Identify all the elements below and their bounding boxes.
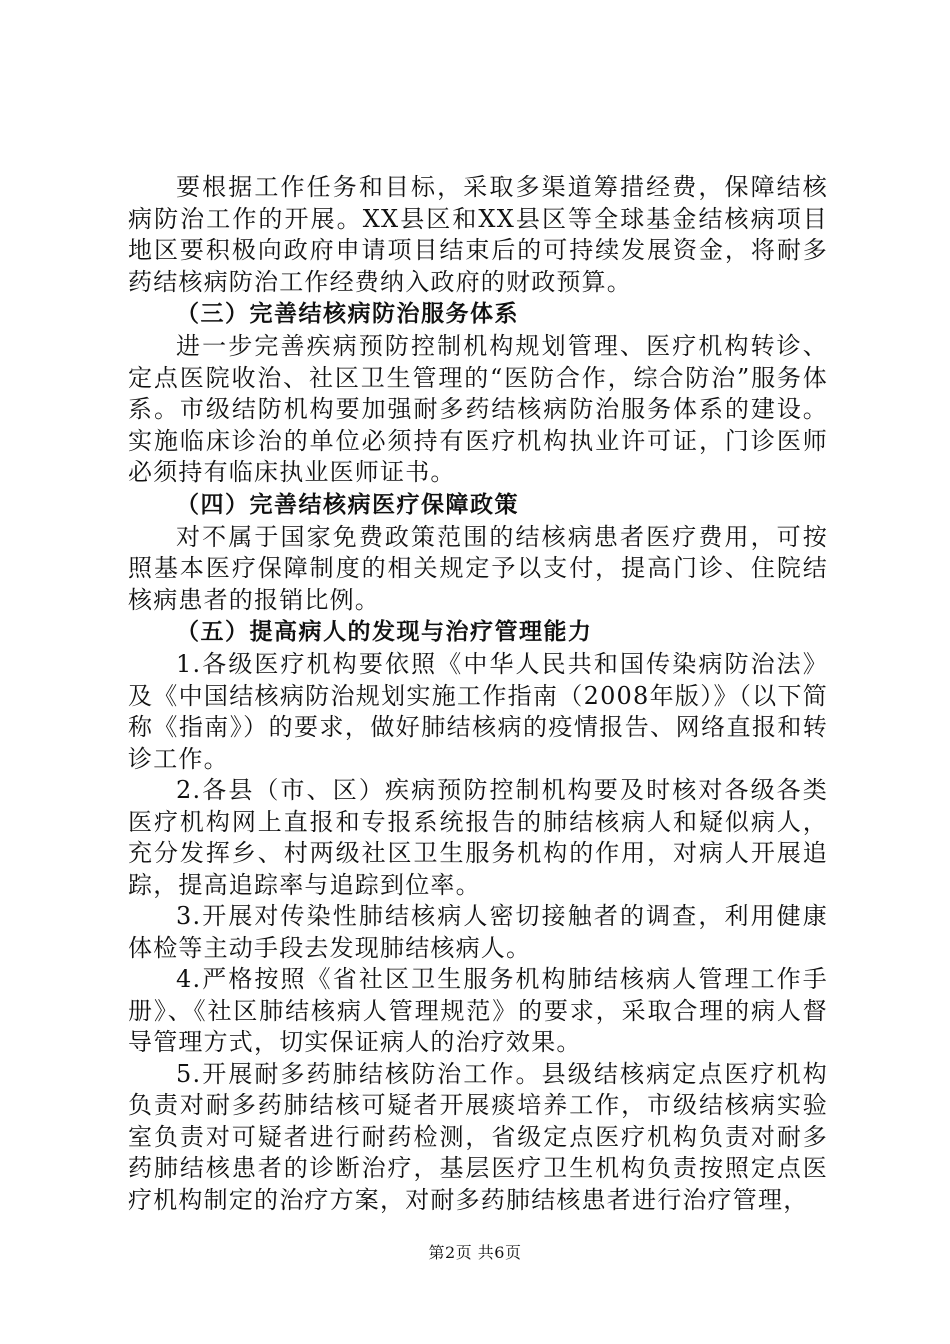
paragraph-item-5: 5.开展耐多药肺结核防治工作。县级结核病定点医疗机构负责对耐多药肺结核可疑者开展痰培养工作，市级结核病实验室负责对可疑者进行耐药检测，省级定点医疗机构负责对耐多药肺结核患者的诊断治疗，基层医疗卫生机构负责按照定点医疗机构制定的治疗方案，对耐多药肺结核患者进行治疗管理， — [128, 1059, 828, 1214]
paragraph-item-2: 2.各县（市、区）疾病预防控制机构要及时核对各级各类医疗机构网上直报和专报系统报告的肺结核病人和疑似病人，充分发挥乡、村两级社区卫生服务机构的作用，对病人开展追踪，提高追踪率与追踪到位率。 — [128, 776, 828, 899]
document-body — [128, 172, 828, 1216]
paragraph-item-3: 3.开展对传染性肺结核病人密切接触者的调查，利用健康体检等主动手段去发现肺结核病人。 — [128, 902, 828, 962]
paragraph-funding: 要根据工作任务和目标，采取多渠道筹措经费，保障结核病防治工作的开展。XX县区和XX县区等全球基金结核病项目地区要积极向政府申请项目结束后的可持续发展资金，将耐多药结核病防治工作经费纳入政府的财政预算。 — [128, 173, 828, 296]
section-heading-3: （三）完善结核病防治服务体系 — [176, 301, 519, 327]
paragraph-medical-security: 对不属于国家免费政策范围的结核病患者医疗费用，可按照基本医疗保障制度的相关规定予以支付，提高门诊、住院结核病患者的报销比例。 — [128, 522, 828, 614]
page-footer: 第2页 共6页 — [428, 1243, 522, 1262]
section-heading-5: （五）提高病人的发现与治疗管理能力 — [176, 619, 593, 645]
section-heading-4: （四）完善结核病医疗保障政策 — [176, 491, 519, 518]
paragraph-item-1: 1.各级医疗机构要依照《中华人民共和国传染病防治法》及《中国结核病防治规划实施工作指南（2008年版）》（以下简称《指南》）的要求，做好肺结核病的疫情报告、网络直报和转诊工作。 — [128, 650, 828, 773]
paragraph-service-system: 进一步完善疾病预防控制机构规划管理、医疗机构转诊、定点医院收治、社区卫生管理的“医防合作，综合防治”服务体系。市级结防机构要加强耐多药结核病防治服务体系的建设。实施临床诊治的单位必须持有医疗机构执业许可证，门诊医师必须持有临床执业医师证书。 — [128, 332, 828, 486]
paragraph-item-4: 4.严格按照《省社区卫生服务机构肺结核病人管理工作手册》、《社区肺结核病人管理规范》的要求，采取合理的病人督导管理方式，切实保证病人的治疗效果。 — [128, 965, 828, 1056]
